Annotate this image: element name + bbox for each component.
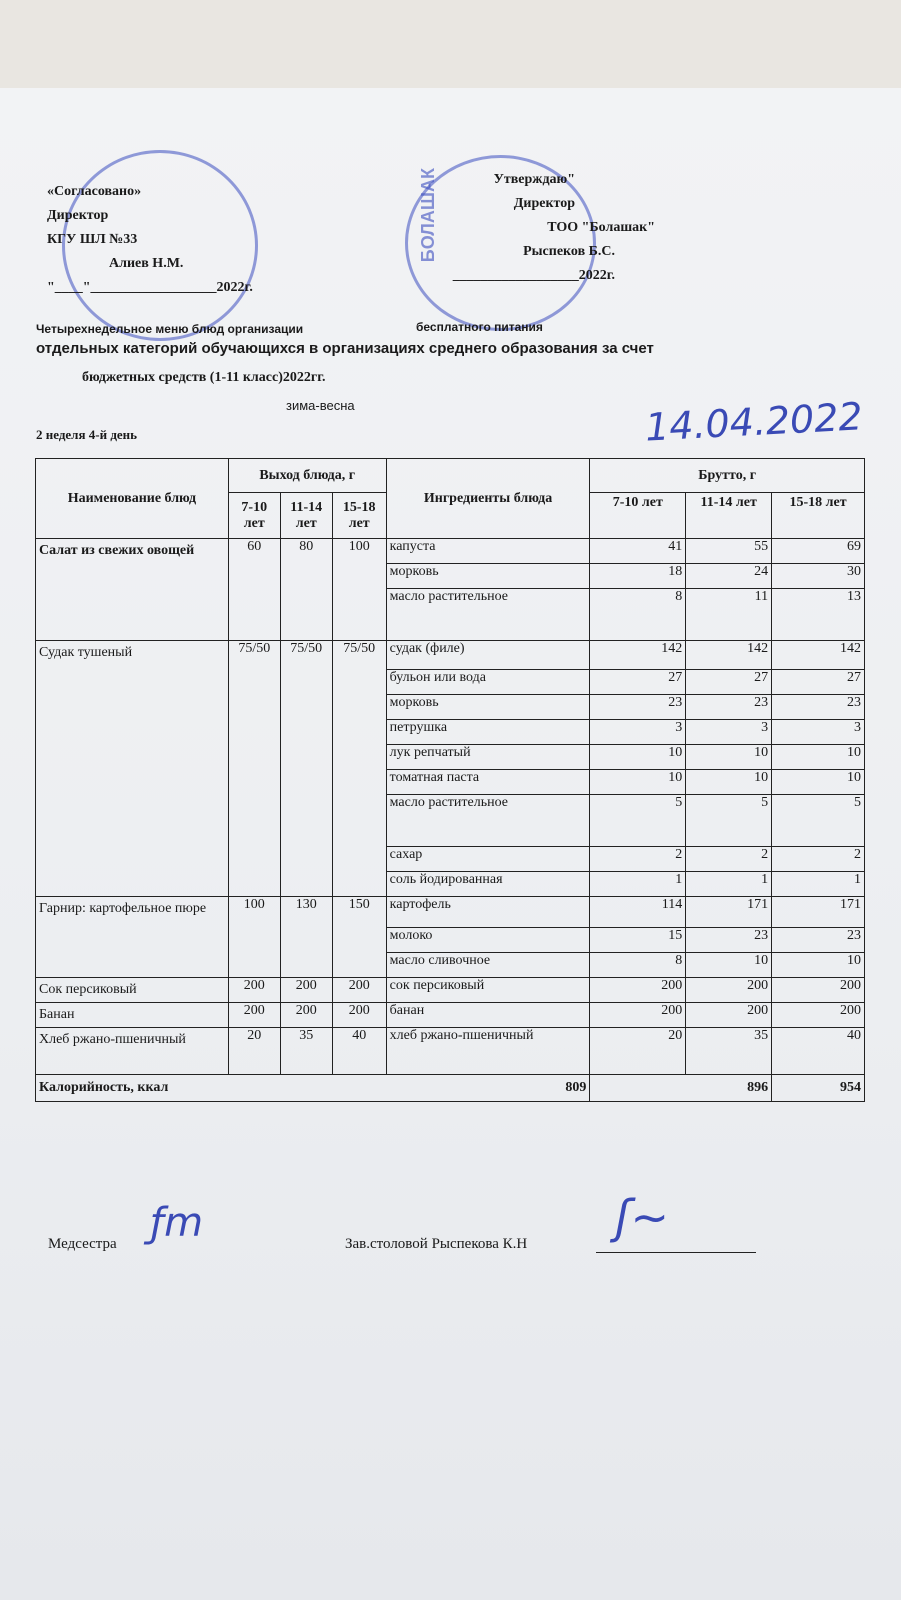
ingredient-name: масло сливочное	[386, 953, 590, 978]
brutto-value: 142	[686, 641, 772, 670]
dish-output: 200	[280, 978, 332, 1003]
title-line-3: бюджетных средств (1-11 класс)2022гг.	[82, 370, 326, 385]
brutto-value: 24	[686, 564, 772, 589]
ingredient-name: масло растительное	[386, 795, 590, 847]
brutto-value: 200	[590, 978, 686, 1003]
brutto-value: 1	[590, 872, 686, 897]
table-row	[36, 978, 865, 1003]
ingredient-name: петрушка	[386, 720, 590, 745]
table-row	[36, 897, 865, 928]
header-out-age: 7-10 лет	[228, 493, 280, 539]
calories-value: 954	[772, 1075, 865, 1102]
brutto-value: 55	[686, 539, 772, 564]
left-name: Алиев Н.М.	[109, 256, 184, 271]
ingredient-name: молоко	[386, 928, 590, 953]
table-row	[36, 641, 865, 670]
title-line-2: отдельных категорий обучающихся в организациях среднего образования за счет	[36, 340, 654, 357]
brutto-value: 3	[590, 720, 686, 745]
agreement-block	[47, 180, 253, 300]
brutto-value: 23	[686, 928, 772, 953]
right-org: ТОО "Болашак"	[547, 220, 655, 235]
brutto-value: 114	[590, 897, 686, 928]
dish-output: 100	[332, 539, 386, 641]
left-position: Директор	[47, 208, 109, 223]
header-output: Выход блюда, г	[228, 459, 386, 493]
brutto-value: 30	[772, 564, 865, 589]
brutto-value: 171	[772, 897, 865, 928]
brutto-value: 13	[772, 589, 865, 641]
dish-output: 200	[280, 1003, 332, 1028]
brutto-value: 1	[686, 872, 772, 897]
dish-output: 75/50	[280, 641, 332, 897]
canteen-signature: ʃ~	[615, 1190, 669, 1244]
left-org: КГУ ШЛ №33	[47, 232, 138, 247]
right-position: Директор	[513, 196, 575, 211]
brutto-value: 5	[772, 795, 865, 847]
ingredient-name: томатная паста	[386, 770, 590, 795]
header-name: Наименование блюд	[36, 459, 229, 539]
ingredient-name: банан	[386, 1003, 590, 1028]
brutto-value: 10	[686, 770, 772, 795]
ingredient-name: сахар	[386, 847, 590, 872]
right-date: __________________2022г.	[452, 268, 615, 283]
brutto-value: 69	[772, 539, 865, 564]
menu-table	[35, 458, 865, 1102]
brutto-value: 10	[590, 770, 686, 795]
brutto-value: 23	[590, 695, 686, 720]
brutto-value: 142	[772, 641, 865, 670]
brutto-value: 10	[686, 953, 772, 978]
dish-output: 150	[332, 897, 386, 978]
header-ingredients: Ингредиенты блюда	[386, 459, 590, 539]
dish-output: 60	[228, 539, 280, 641]
brutto-value: 18	[590, 564, 686, 589]
ingredient-name: бульон или вода	[386, 670, 590, 695]
brutto-value: 23	[772, 928, 865, 953]
brutto-value: 8	[590, 589, 686, 641]
brutto-value: 41	[590, 539, 686, 564]
calories-label: Калорийность, ккал 809	[36, 1075, 590, 1102]
header-out-age: 15-18 лет	[332, 493, 386, 539]
ingredient-name: капуста	[386, 539, 590, 564]
left-date: "____"__________________2022г.	[47, 280, 253, 295]
dish-output: 100	[228, 897, 280, 978]
ingredient-name: картофель	[386, 897, 590, 928]
nurse-label: Медсестра	[48, 1236, 117, 1252]
ingredient-name: лук репчатый	[386, 745, 590, 770]
header-out-age: 11-14 лет	[280, 493, 332, 539]
dish-output: 20	[228, 1028, 280, 1075]
ingredient-name: морковь	[386, 695, 590, 720]
week-day: 2 неделя 4-й день	[36, 427, 138, 442]
signature-line	[596, 1252, 756, 1253]
dish-name: Салат из свежих овощей	[36, 539, 229, 641]
brutto-value: 5	[686, 795, 772, 847]
dish-output: 75/50	[332, 641, 386, 897]
dish-output: 35	[280, 1028, 332, 1075]
right-stamp-text: БОЛАШАК	[418, 168, 438, 263]
brutto-value: 142	[590, 641, 686, 670]
brutto-value: 200	[590, 1003, 686, 1028]
brutto-value: 20	[590, 1028, 686, 1075]
table-row	[36, 539, 865, 564]
brutto-value: 2	[590, 847, 686, 872]
brutto-value: 5	[590, 795, 686, 847]
dish-output: 80	[280, 539, 332, 641]
approval-block	[445, 168, 655, 288]
ingredient-name: масло растительное	[386, 589, 590, 641]
brutto-value: 23	[772, 695, 865, 720]
ingredient-name: сок персиковый	[386, 978, 590, 1003]
dish-output: 200	[228, 1003, 280, 1028]
dish-name: Гарнир: картофельное пюре	[36, 897, 229, 978]
dish-output: 40	[332, 1028, 386, 1075]
brutto-value: 10	[772, 953, 865, 978]
dish-name: Банан	[36, 1003, 229, 1028]
dish-output: 130	[280, 897, 332, 978]
dish-output: 200	[332, 978, 386, 1003]
ingredient-name: морковь	[386, 564, 590, 589]
approve-label: Утверждаю"	[493, 172, 575, 187]
right-name: Рыспеков Б.С.	[523, 244, 615, 259]
dish-output: 200	[228, 978, 280, 1003]
header-brutto-age: 15-18 лет	[772, 493, 865, 539]
brutto-value: 10	[590, 745, 686, 770]
ingredient-name: судак (филе)	[386, 641, 590, 670]
agreed-label: «Согласовано»	[47, 184, 142, 199]
table-row	[36, 1028, 865, 1075]
dish-name: Судак тушеный	[36, 641, 229, 897]
brutto-value: 200	[772, 978, 865, 1003]
header-brutto-age: 7-10 лет	[590, 493, 686, 539]
title-line-1a: Четырехнедельное меню блюд организации	[36, 322, 304, 336]
dish-name: Сок персиковый	[36, 978, 229, 1003]
dish-output: 75/50	[228, 641, 280, 897]
handwritten-date: 14.04.2022	[643, 394, 864, 450]
ingredient-name: соль йодированная	[386, 872, 590, 897]
brutto-value: 200	[772, 1003, 865, 1028]
brutto-value: 8	[590, 953, 686, 978]
table-row	[36, 1003, 865, 1028]
ingredient-name: хлеб ржано-пшеничный	[386, 1028, 590, 1075]
brutto-value: 27	[590, 670, 686, 695]
header-brutto: Брутто, г	[590, 459, 865, 493]
brutto-value: 10	[772, 770, 865, 795]
calories-row	[36, 1075, 865, 1102]
brutto-value: 35	[686, 1028, 772, 1075]
canteen-manager-label: Зав.столовой Рыспекова К.Н	[345, 1236, 528, 1252]
header-brutto-age: 11-14 лет	[686, 493, 772, 539]
brutto-value: 3	[686, 720, 772, 745]
brutto-value: 200	[686, 1003, 772, 1028]
season: зима-весна	[286, 398, 355, 413]
brutto-value: 171	[686, 897, 772, 928]
brutto-value: 11	[686, 589, 772, 641]
brutto-value: 27	[772, 670, 865, 695]
brutto-value: 10	[686, 745, 772, 770]
dish-name: Хлеб ржано-пшеничный	[36, 1028, 229, 1075]
brutto-value: 15	[590, 928, 686, 953]
nurse-signature: ƒm	[150, 1200, 204, 1246]
title-line-1b: бесплатного питания	[416, 320, 543, 334]
brutto-value: 10	[772, 745, 865, 770]
brutto-value: 2	[686, 847, 772, 872]
dish-output: 200	[332, 1003, 386, 1028]
brutto-value: 2	[772, 847, 865, 872]
brutto-value: 200	[686, 978, 772, 1003]
calories-value: 896	[590, 1075, 772, 1102]
brutto-value: 23	[686, 695, 772, 720]
brutto-value: 40	[772, 1028, 865, 1075]
brutto-value: 1	[772, 872, 865, 897]
brutto-value: 27	[686, 670, 772, 695]
brutto-value: 3	[772, 720, 865, 745]
